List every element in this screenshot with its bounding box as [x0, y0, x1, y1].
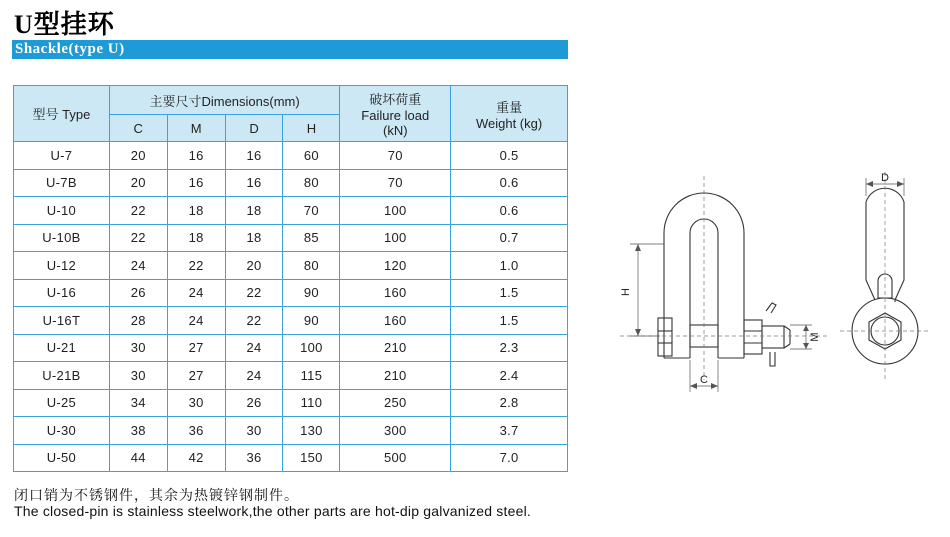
cell-load: 70 — [340, 142, 451, 170]
cell-c: 26 — [109, 279, 167, 307]
cell-h: 150 — [283, 444, 340, 472]
cell-d: 22 — [225, 279, 283, 307]
cell-type: U-30 — [14, 417, 110, 445]
dim-label-d: D — [881, 172, 889, 184]
cell-m: 16 — [167, 169, 225, 197]
cell-type: U-16 — [14, 279, 110, 307]
cell-weight: 1.0 — [451, 252, 568, 280]
cell-load: 100 — [340, 197, 451, 225]
subtitle: Shackle(type U) — [15, 41, 125, 57]
cell-m: 36 — [167, 417, 225, 445]
cell-load: 160 — [340, 307, 451, 335]
cell-m: 18 — [167, 197, 225, 225]
cell-load: 210 — [340, 334, 451, 362]
cell-load: 300 — [340, 417, 451, 445]
cell-m: 16 — [167, 142, 225, 170]
cell-h: 90 — [283, 307, 340, 335]
cell-m: 22 — [167, 252, 225, 280]
cell-c: 22 — [109, 224, 167, 252]
bolt-thread — [762, 326, 784, 348]
dim-label-m: M — [809, 332, 821, 342]
cell-d: 36 — [225, 444, 283, 472]
cell-d: 26 — [225, 389, 283, 417]
cell-d: 24 — [225, 334, 283, 362]
dim-label-h: H — [620, 288, 632, 296]
cell-d: 18 — [225, 197, 283, 225]
cell-type: U-7B — [14, 169, 110, 197]
cell-d: 24 — [225, 362, 283, 390]
cell-c: 28 — [109, 307, 167, 335]
header-weight-en: Weight (kg) — [475, 115, 543, 131]
header-load-cn: 破坏荷重 — [369, 92, 422, 107]
cell-d: 20 — [225, 252, 283, 280]
cell-weight: 1.5 — [451, 279, 568, 307]
cell-c: 30 — [109, 334, 167, 362]
cell-m: 42 — [167, 444, 225, 472]
cell-c: 38 — [109, 417, 167, 445]
cell-h: 115 — [283, 362, 340, 390]
header-c: C — [109, 115, 167, 142]
cell-m: 24 — [167, 307, 225, 335]
cell-d: 30 — [225, 417, 283, 445]
cell-m: 18 — [167, 224, 225, 252]
cell-c: 20 — [109, 142, 167, 170]
cell-load: 70 — [340, 169, 451, 197]
page-title: U型挂环 — [14, 10, 115, 39]
cell-type: U-10B — [14, 224, 110, 252]
cell-m: 30 — [167, 389, 225, 417]
cell-c: 22 — [109, 197, 167, 225]
cell-d: 22 — [225, 307, 283, 335]
cell-type: U-10 — [14, 197, 110, 225]
cell-load: 250 — [340, 389, 451, 417]
cell-type: U-25 — [14, 389, 110, 417]
cell-weight: 1.5 — [451, 307, 568, 335]
cell-type: U-50 — [14, 444, 110, 472]
nut — [744, 320, 762, 354]
cell-type: U-21 — [14, 334, 110, 362]
cell-weight: 2.4 — [451, 362, 568, 390]
cell-c: 24 — [109, 252, 167, 280]
cell-c: 20 — [109, 169, 167, 197]
cell-h: 110 — [283, 389, 340, 417]
cell-weight: 0.7 — [451, 224, 568, 252]
cell-load: 500 — [340, 444, 451, 472]
cell-m: 24 — [167, 279, 225, 307]
cell-load: 120 — [340, 252, 451, 280]
cell-type: U-16T — [14, 307, 110, 335]
header-load-en: Failure load — [361, 108, 430, 123]
note-chinese: 闭口销为不锈钢件，其余为热镀锌钢制件。 — [14, 487, 299, 503]
cell-d: 18 — [225, 224, 283, 252]
cell-type: U-12 — [14, 252, 110, 280]
cell-weight: 0.6 — [451, 169, 568, 197]
cell-c: 34 — [109, 389, 167, 417]
cell-load: 210 — [340, 362, 451, 390]
cell-d: 16 — [225, 142, 283, 170]
cell-h: 80 — [283, 169, 340, 197]
cell-h: 85 — [283, 224, 340, 252]
cell-type: U-7 — [14, 142, 110, 170]
header-weight-cn: 重量 — [496, 99, 523, 115]
cell-m: 27 — [167, 334, 225, 362]
header-d: D — [225, 115, 283, 142]
cell-weight: 3.7 — [451, 417, 568, 445]
cell-load: 100 — [340, 224, 451, 252]
header-dimensions: 主要尺寸Dimensions(mm) — [109, 86, 340, 115]
dim-label-c: C — [700, 374, 708, 386]
cell-weight: 7.0 — [451, 444, 568, 472]
cell-load: 160 — [340, 279, 451, 307]
header-m: M — [167, 115, 225, 142]
header-type: 型号 Type — [14, 86, 110, 142]
cell-h: 100 — [283, 334, 340, 362]
cell-h: 70 — [283, 197, 340, 225]
cell-c: 44 — [109, 444, 167, 472]
cell-weight: 0.6 — [451, 197, 568, 225]
header-h: H — [283, 115, 340, 142]
cotter-pin — [766, 303, 776, 366]
cell-c: 30 — [109, 362, 167, 390]
cell-m: 27 — [167, 362, 225, 390]
cell-h: 80 — [283, 252, 340, 280]
cell-weight: 0.5 — [451, 142, 568, 170]
cell-h: 60 — [283, 142, 340, 170]
header-load-unit: (kN) — [382, 123, 408, 138]
bolt-head — [658, 318, 672, 356]
cell-h: 130 — [283, 417, 340, 445]
cell-weight: 2.3 — [451, 334, 568, 362]
note-english: The closed-pin is stainless steelwork,the other parts are hot-dip galvanized steel. — [14, 503, 531, 519]
cell-d: 16 — [225, 169, 283, 197]
cell-h: 90 — [283, 279, 340, 307]
cell-type: U-21B — [14, 362, 110, 390]
cell-weight: 2.8 — [451, 389, 568, 417]
